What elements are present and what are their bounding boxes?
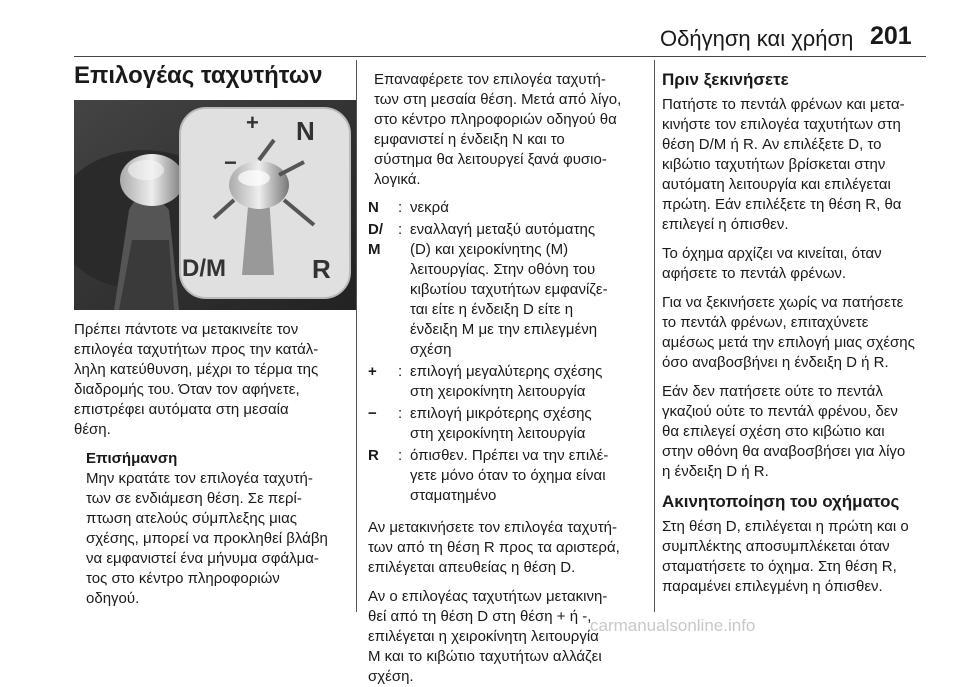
text-line: (D) και χειροκίνητης (M) <box>410 241 569 258</box>
text-line: κινήστε τον επιλογέα ταχυτήτων στη <box>662 116 901 133</box>
text-line: θα επιλεγεί σχέση στο κιβώτιο και <box>662 423 885 440</box>
text-line: Πατήστε το πεντάλ φρένων και μετα- <box>662 96 905 113</box>
text-line: σταματημένο <box>410 487 497 504</box>
definition-row <box>368 220 652 360</box>
definition-description <box>410 446 652 506</box>
definition-term: + <box>368 363 377 380</box>
middle-intro <box>374 70 652 190</box>
note-heading: Επισήμανση <box>86 450 178 467</box>
heading-before-start: Πριν ξεκινήσετε <box>662 70 789 89</box>
text-line: Το όχημα αρχίζει να κινείται, όταν <box>662 245 882 262</box>
text-line: M και το κιβώτιο ταχυτήτων αλλάζει <box>368 648 602 665</box>
figure-label-dm: D/M <box>182 255 226 282</box>
text-line: Μην κρατάτε τον επιλογέα ταχυτή- <box>86 470 313 487</box>
text-line: στο κέντρο πληροφοριών οδηγού θα <box>374 111 617 128</box>
definition-description <box>410 404 652 444</box>
heading-stopping: Ακινητοποίηση του οχήματος <box>662 492 900 511</box>
text-line: Για να ξεκινήσετε χωρίς να πατήσετε <box>662 294 904 311</box>
text-line: γετε μόνο όταν το όχημα είναι <box>410 467 606 484</box>
section-title: Επιλογέας ταχυτήτων <box>74 62 323 89</box>
note-block <box>86 449 356 609</box>
text-line: γκαζιού ούτε το πεντάλ φρένου, δεν <box>662 403 898 420</box>
text-line: σχέση <box>410 341 452 358</box>
text-line: Πρέπει πάντοτε να μετακινείτε τον <box>74 321 299 338</box>
text-line: ται είτε η ένδειξη D είτε η <box>410 301 574 318</box>
text-line: Εάν δεν πατήσετε ούτε το πεντάλ <box>662 383 883 400</box>
text-line: οδηγού. <box>86 590 140 607</box>
text-line: θέση D/M ή R. Αν επιλέξετε D, το <box>662 136 882 153</box>
text-line: συμπλέκτης αποσυμπλέκεται όταν <box>662 538 890 555</box>
definition-row <box>368 198 652 218</box>
definition-row <box>368 446 652 506</box>
text-line: επιλογή μεγαλύτερης σχέσης <box>410 363 603 380</box>
middle-paragraph-2 <box>368 518 652 578</box>
definition-description <box>410 198 652 218</box>
text-line: Στη θέση D, επιλέγεται η πρώτη και ο <box>662 518 909 535</box>
text-line: πρώτη. Εάν επιλέξετε τη θέση R, θα <box>662 196 902 213</box>
text-line: τος στο κέντρο πληροφοριών <box>86 570 280 587</box>
definition-term: R <box>368 447 379 464</box>
text-line: Αν ο επιλογέας ταχυτήτων μετακινη- <box>368 588 608 605</box>
text-line: επιστρέφει αυτόματα στη μεσαία <box>74 401 289 418</box>
gear-selector-illustration <box>74 100 356 310</box>
figure-label-n: N <box>296 116 315 146</box>
definition-row <box>368 404 652 444</box>
definition-list <box>368 198 652 506</box>
text-line: κιβώτιο ταχυτήτων βρίσκεται στην <box>662 156 886 173</box>
definition-term: − <box>368 405 377 422</box>
intro-paragraph <box>74 320 356 440</box>
text-line: όπισθεν. Πρέπει να την επιλέ- <box>410 447 609 464</box>
text-line: ένδειξη M με την επιλεγμένη <box>410 321 598 338</box>
text-line: στη χειροκίνητη λειτουργία <box>410 425 586 442</box>
text-line: εμφανιστεί η ένδειξη N και το <box>374 131 565 148</box>
text-line: επιλογή μικρότερης σχέσης <box>410 405 592 422</box>
definition-colon: : <box>398 447 403 464</box>
header-rule <box>74 56 926 57</box>
right-paragraph-5 <box>662 517 930 597</box>
definition-description <box>410 220 652 360</box>
text-line: στη χειροκίνητη λειτουργία <box>410 383 586 400</box>
text-line: σύστημα θα λειτουργεί ξανά φυσιο- <box>374 151 607 168</box>
text-line: των από τη θέση R προς τα αριστερά, <box>368 539 620 556</box>
left-column <box>74 320 356 609</box>
text-line: επιλέγεται απευθείας η θέση D. <box>368 559 576 576</box>
note-text <box>86 469 356 609</box>
text-line: παραμένει επιλεγμένη η όπισθεν. <box>662 578 883 595</box>
text-line: διαδρομής του. Όταν τον αφήνετε, <box>74 381 300 398</box>
text-line: επιλεγεί η όπισθεν. <box>662 216 789 233</box>
text-line: των στη μεσαία θέση. Μετά από λίγο, <box>374 91 622 108</box>
text-line: το πεντάλ φρένων, επιταχύνετε <box>662 314 869 331</box>
text-line: ληλη κατεύθυνση, μέχρι το τέρμα της <box>74 361 319 378</box>
right-paragraph-2 <box>662 244 930 284</box>
text-line: θεί από τη θέση D στη θέση + ή -, <box>368 608 592 625</box>
definition-term: N <box>368 199 379 216</box>
text-line: των σε ενδιάμεση θέση. Σε περί- <box>86 490 302 507</box>
right-paragraph-4 <box>662 382 930 482</box>
text-line: να εμφανιστεί ένα μήνυμα σφάλμα- <box>86 550 319 567</box>
text-line: λειτουργίας. Στην οθόνη του <box>410 261 596 278</box>
figure-label-r: R <box>312 254 331 284</box>
text-line: Επαναφέρετε τον επιλογέα ταχυτή- <box>374 71 606 88</box>
page-number: 201 <box>870 22 912 50</box>
text-line: στην οθόνη θα αναβοσβήσει για λίγο <box>662 443 906 460</box>
column-divider-2 <box>654 60 655 612</box>
text-line: όσο αναβοσβήνει η ένδειξη D ή R. <box>662 354 889 371</box>
definition-row <box>368 362 652 402</box>
definition-colon: : <box>398 405 403 422</box>
gear-selector-figure <box>74 100 356 310</box>
page-header-title: Οδήγηση και χρήση <box>660 26 854 51</box>
text-line: αυτόματη λειτουργία και επιλέγεται <box>662 176 891 193</box>
text-line: κιβωτίου ταχυτήτων εμφανίζε- <box>410 281 608 298</box>
definition-colon: : <box>398 221 403 238</box>
text-line: αφήσετε το πεντάλ φρένων. <box>662 265 847 282</box>
text-line: αμέσως μετά την επιλογή μιας σχέσης <box>662 334 915 351</box>
figure-label-minus: − <box>224 150 237 175</box>
text-line: πτωση ατελούς σύμπλεξης μιας <box>86 510 298 527</box>
definition-term: D/ M <box>368 221 383 258</box>
text-line: εναλλαγή μεταξύ αυτόματης <box>410 221 596 238</box>
right-paragraph-1 <box>662 95 930 235</box>
middle-paragraph-3 <box>368 587 652 687</box>
column-divider-1 <box>356 60 357 612</box>
text-line: Αν μετακινήσετε τον επιλογέα ταχυτή- <box>368 519 617 536</box>
definition-colon: : <box>398 363 403 380</box>
middle-column <box>368 70 652 687</box>
text-line: σχέσης, μπορεί να προκληθεί βλάβη <box>86 530 328 547</box>
definition-colon: : <box>398 199 403 216</box>
text-line: επιλέγεται η χειροκίνητη λειτουργία <box>368 628 599 645</box>
text-line: σχέση. <box>368 668 414 685</box>
text-line: λογικά. <box>374 171 421 188</box>
text-line: σταματήσετε το όχημα. Στη θέση R, <box>662 558 897 575</box>
right-paragraph-3 <box>662 293 930 373</box>
text-line: επιλογέα ταχυτήτων προς την κατάλ- <box>74 341 319 358</box>
right-column <box>662 70 930 597</box>
watermark: carmanualsonline.info <box>590 616 756 635</box>
definition-description <box>410 362 652 402</box>
text-line: η ένδειξη D ή R. <box>662 463 769 480</box>
text-line: νεκρά <box>410 199 449 216</box>
text-line: θέση. <box>74 421 111 438</box>
figure-label-plus: + <box>246 110 259 135</box>
